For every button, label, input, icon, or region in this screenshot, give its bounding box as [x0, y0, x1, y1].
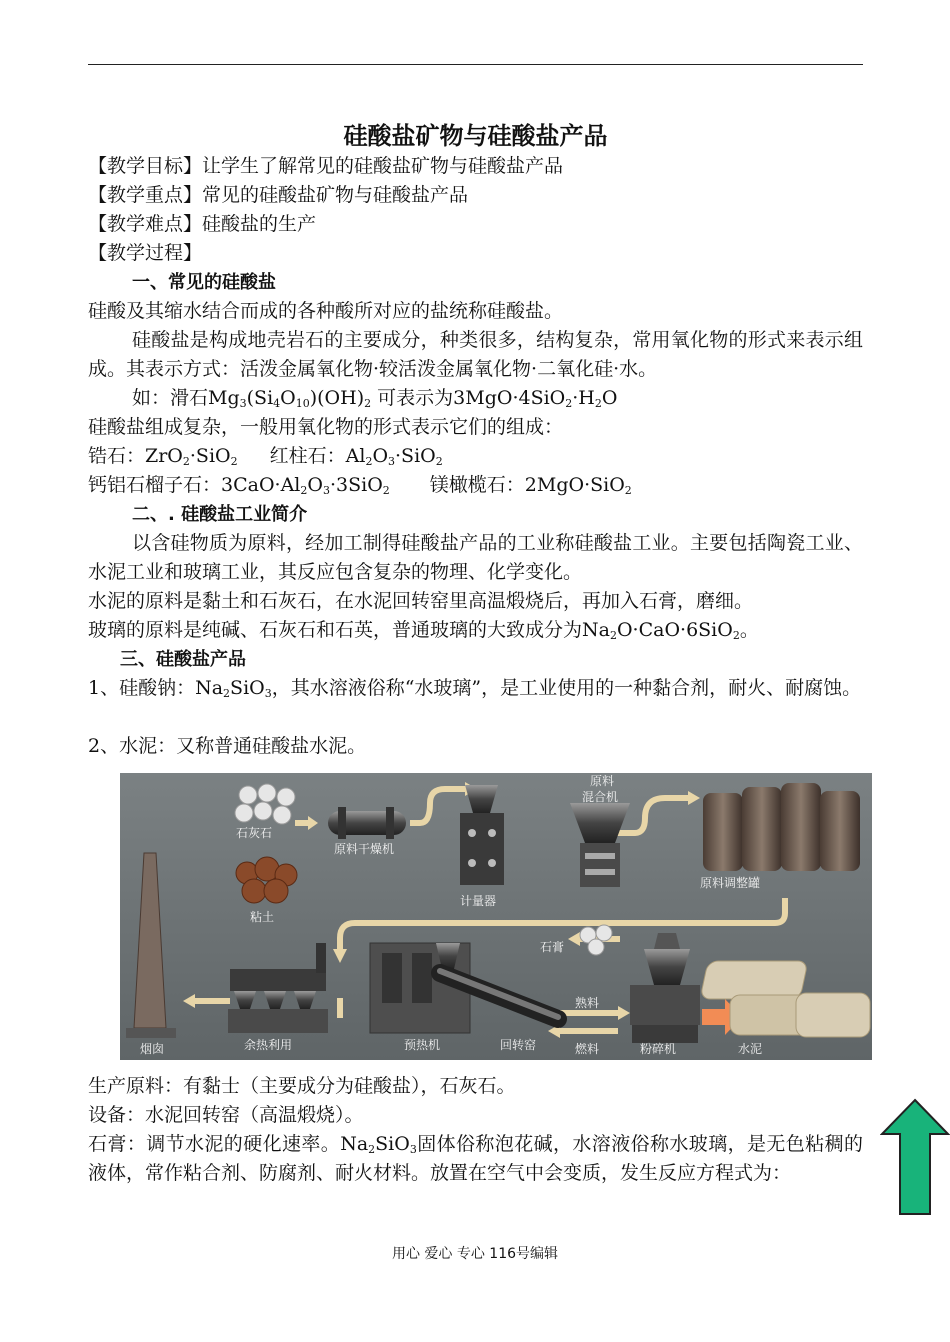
teaching-focus: 【教学重点】常见的硅酸盐矿物与硅酸盐产品 — [88, 184, 469, 206]
label-mixer-1: 原料 — [590, 774, 615, 788]
zircon-label: 锆石： — [88, 445, 146, 467]
teaching-process: 【教学过程】 — [88, 242, 203, 264]
glass-raw-materials: 玻璃的原料是纯碱、石灰石和石英，普通玻璃的大致成分为$Na_2O\cdot CaO\cdot 6SiO_2$。 — [88, 619, 759, 642]
label-dryer: 原料干燥机 — [334, 842, 395, 856]
talc-example: 如：滑石$Mg_3(Si_4O_{10})(OH)_2$ 可表示为$3MgO\cdot 4SiO_2\cdot H_2O$ — [132, 387, 618, 410]
label-mixer-2: 混合机 — [582, 790, 619, 804]
gypsum-rest: 固体俗称泡花碱，水溶液俗称水玻璃，是无色粘稠的液体，常作粘合剂、防腐剂、耐火材料。放置在空气中会变质，发生反应方程式为： — [88, 1133, 863, 1184]
label-gypsum: 石膏 — [540, 940, 565, 954]
gypsum-paragraph: 石膏：调节水泥的硬化速率。$Na_2SiO_3$固体俗称泡花碱，水溶液俗称水玻璃，是无色粘稠的液体，常作粘合剂、防腐剂、耐火材料。放置在空气中会变质，发生反应方程式为： — [88, 1133, 863, 1184]
mineral-line-1: 锆石：ZrO$_2$·SiO$_2$ 红柱石：$Al_2O_3\cdot SiO_2$ — [88, 445, 443, 468]
tank-icon — [703, 783, 860, 871]
label-limestone: 石灰石 — [236, 826, 273, 840]
label-tank: 原料调整罐 — [700, 876, 761, 890]
glass-text: 玻璃的原料是纯碱、石灰石和石英，普通玻璃的大致成分为 — [88, 619, 583, 641]
label-clinker: 熟料 — [575, 996, 600, 1010]
label-clay: 粘土 — [250, 910, 275, 924]
label-fuel: 燃料 — [575, 1042, 600, 1056]
limestone-icon — [235, 784, 295, 824]
olivine-label: 镁橄榄石： — [429, 474, 525, 496]
dryer-icon — [328, 807, 406, 839]
label-preheater: 预热机 — [404, 1038, 441, 1052]
andalusite-label: 红柱石： — [269, 445, 346, 467]
label-mill: 粉碎机 — [640, 1042, 677, 1056]
silicate-definition: 硅酸及其缩水结合而成的各种酸所对应的盐统称硅酸盐。 — [88, 300, 564, 322]
raw-materials-line: 生产原料：有黏士（主要成分为硅酸盐），石灰石。 — [88, 1075, 516, 1097]
label-cement: 水泥 — [738, 1042, 763, 1056]
cement-item: 2、水泥：又称普通硅酸盐水泥。 — [88, 735, 367, 757]
sodium-silicate-prefix: 1、硅酸钠： — [88, 677, 196, 699]
label-meter: 计量器 — [460, 894, 497, 908]
cement-production-diagram — [120, 773, 872, 1060]
equipment-line: 设备：水泥回转窑（高温煅烧）。 — [88, 1104, 364, 1126]
sodium-silicate-item: 1、硅酸钠：$Na_2SiO_3$，其水溶液俗称“水玻璃”，是工业使用的一种黏合剂，耐火、耐腐蚀。 — [88, 677, 862, 700]
section2-heading: 二、. 硅酸盐工业简介 — [132, 504, 308, 525]
scroll-up-arrow-icon[interactable] — [880, 1098, 950, 1216]
label-kiln: 回转窑 — [500, 1038, 537, 1052]
arrow-shape — [882, 1100, 948, 1214]
section3-heading: 三、硅酸盐产品 — [120, 649, 246, 670]
garnet-label: 钙铝石榴子石： — [88, 474, 222, 496]
complex-composition: 硅酸盐组成复杂，一般用氧化物的形式表示它们的组成： — [88, 416, 564, 438]
page-footer: 用心 爱心 专心 116号编辑 — [391, 1246, 559, 1262]
mineral-line-2: 钙铝石榴子石：$3CaO\cdot Al_2O_3\cdot 3SiO_2$ 镁橄榄石：2MgO·SiO$_2$ — [88, 474, 632, 497]
silicate-paragraph: 硅酸盐是构成地壳岩石的主要成分，种类很多，结构复杂，常用氧化物的形式来表示组成。其表示方式：活泼金属氧化物·较活泼金属氧化物·二氧化硅·水。 — [88, 329, 863, 380]
talc-example-prefix: 如：滑石 — [132, 387, 209, 409]
teaching-difficulty: 【教学难点】硅酸盐的生产 — [88, 213, 317, 235]
cement-raw-materials: 水泥的原料是黏土和石灰石，在水泥回转窑里高温煅烧后，再加入石膏，磨细。 — [88, 590, 754, 612]
header-rule — [88, 64, 863, 65]
page-title: 硅酸盐矿物与硅酸盐产品 — [343, 122, 608, 150]
label-heat: 余热利用 — [244, 1038, 293, 1052]
sodium-silicate-rest: ，其水溶液俗称“水玻璃”，是工业使用的一种黏合剂，耐火、耐腐蚀。 — [271, 677, 862, 699]
teaching-goal: 【教学目标】让学生了解常见的硅酸盐矿物与硅酸盐产品 — [88, 155, 564, 177]
gypsum-prefix: 石膏：调节水泥的硬化速率。 — [88, 1133, 341, 1155]
section1-heading: 一、常见的硅酸盐 — [132, 272, 276, 293]
industry-paragraph: 以含硅物质为原料，经加工制得硅酸盐产品的工业称硅酸盐工业。主要包括陶瓷工业、水泥工业和玻璃工业，其反应包含复杂的物理、化学变化。 — [88, 532, 863, 583]
talc-example-mid: 可表示为 — [371, 387, 454, 409]
label-chimney: 烟囱 — [140, 1042, 165, 1056]
